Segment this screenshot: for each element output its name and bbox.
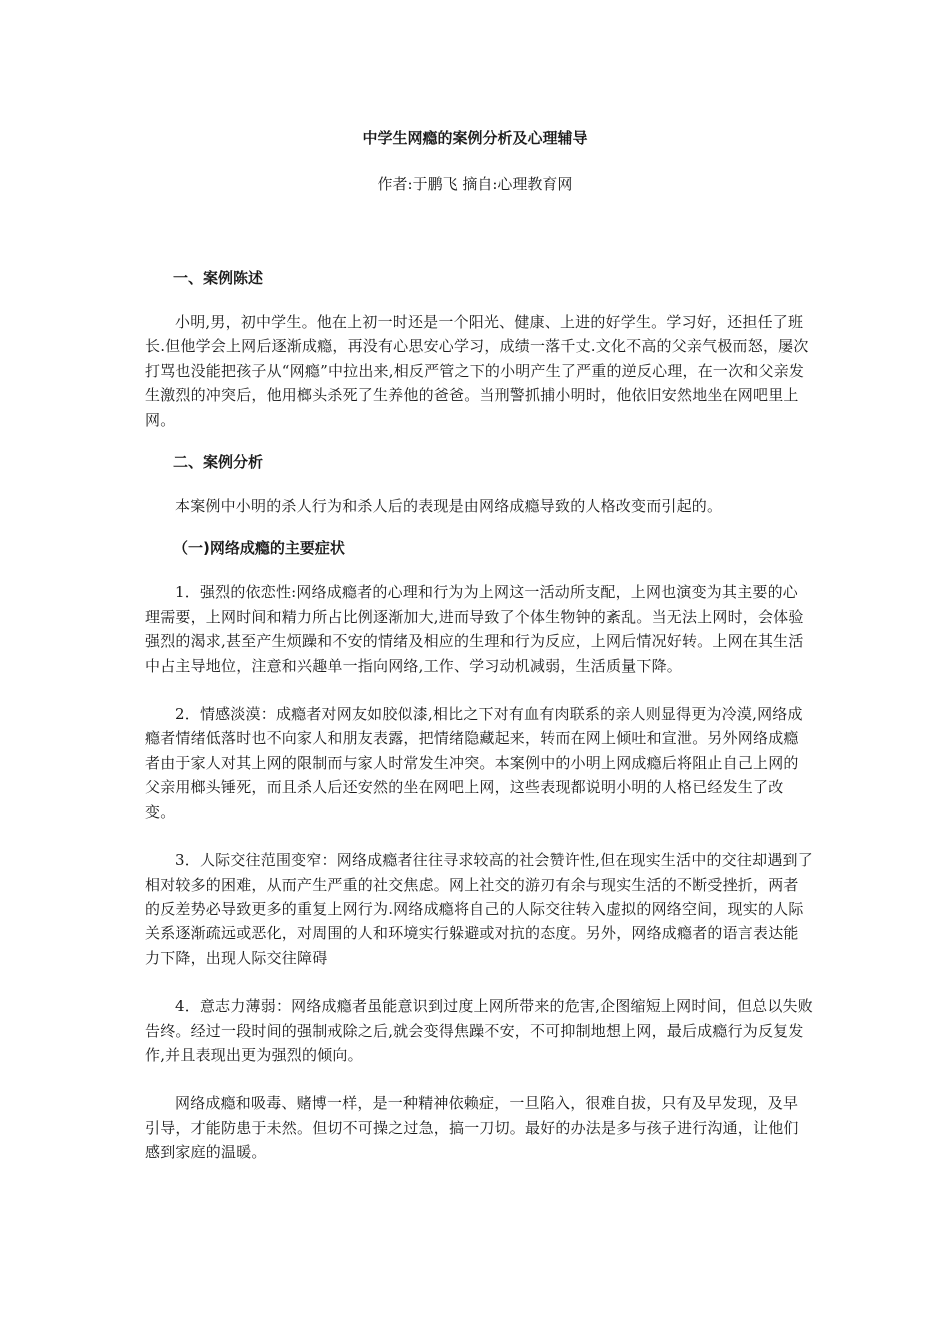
paragraph: 1．强烈的依恋性:网络成瘾者的心理和行为为上网这一活动所支配，上网也演变为其主要的心理需要，上网时间和精力所占比例逐渐加大,进而导致了个体生物钟的紊乱。当无法上网时，会体验强烈的渴求,甚至产生烦躁和不安的情绪及相应的生理和行为反应，上网后情况好转。上网在其生活中占主导地位，注意和兴趣单一指向网络,工作、学习动机减弱，生活质量下降。 [145, 583, 804, 675]
document-body [145, 268, 813, 1165]
document-title: 中学生网瘾的案例分析及心理辅导 [362, 129, 588, 147]
section-heading: 一、案例陈述 [173, 269, 264, 287]
paragraph: 小明,男，初中学生。他在上初一时还是一个阳光、健康、上进的好学生。学习好，还担任了班长.但他学会上网后逐渐成瘾，再没有心思安心学习，成绩一落千丈.文化不高的父亲气极而怒，屡次打骂也没能把孩子从“网瘾”中拉出来,相反严管之下的小明产生了严重的逆反心理，在一次和父亲发生激烈的冲突后，他用榔头杀死了生养他的爸爸。当刑警抓捕小明时，他依旧安然地坐在网吧里上网。 [145, 313, 809, 429]
paragraph: 本案例中小明的杀人行为和杀人后的表现是由网络成瘾导致的人格改变而引起的。 [175, 497, 723, 516]
paragraph: 3．人际交往范围变窄：网络成瘾者往往寻求较高的社会赞许性,但在现实生活中的交往却遇到了相对较多的困难，从而产生严重的社交焦虑。网上社交的游刃有余与现实生活的不断受挫折，两者的反差势必导致更多的重复上网行为.网络成瘾将自己的人际交往转入虚拟的网络空间，现实的人际关系逐渐疏远或恶化，对周围的人和环境实行躲避或对抗的态度。另外，网络成瘾者的语言表达能力下降，出现人际交往障碍 [145, 851, 813, 967]
section-heading: 二、案例分析 [173, 453, 264, 472]
paragraph: 2．情感淡漠：成瘾者对网友如胶似漆,相比之下对有血有肉联系的亲人则显得更为冷漠,网络成瘾者情绪低落时也不向家人和朋友表露，把情绪隐藏起来，转而在网上倾吐和宣泄。另外网络成瘾者由于家人对其上网的限制而与家人时常发生冲突。本案例中的小明上网成瘾后将阻止自己上网的父亲用榔头锤死，而且杀人后还安然的坐在网吧上网，这些表现都说明小明的人格已经发生了改变。 [145, 705, 803, 821]
paragraph: 网络成瘾和吸毒、赌博一样，是一种精神依赖症，一旦陷入，很难自拔，只有及早发现，及早引导，才能防患于未然。但切不可操之过急，搞一刀切。最好的办法是多与孩子进行沟通，让他们感到家庭的温暖。 [145, 1094, 799, 1162]
paragraph: 4．意志力薄弱：网络成瘾者虽能意识到过度上网所带来的危害,企图缩短上网时间，但总以失败告终。经过一段时间的强制戒除之后,就会变得焦躁不安，不可抑制地想上网，最后成瘾行为反复发作,并且表现出更为强烈的倾向。 [145, 997, 813, 1064]
document-byline: 作者:于鹏飞 摘自:心理教育网 [377, 175, 573, 193]
section-heading: （一)网络成瘾的主要症状 [173, 539, 345, 558]
